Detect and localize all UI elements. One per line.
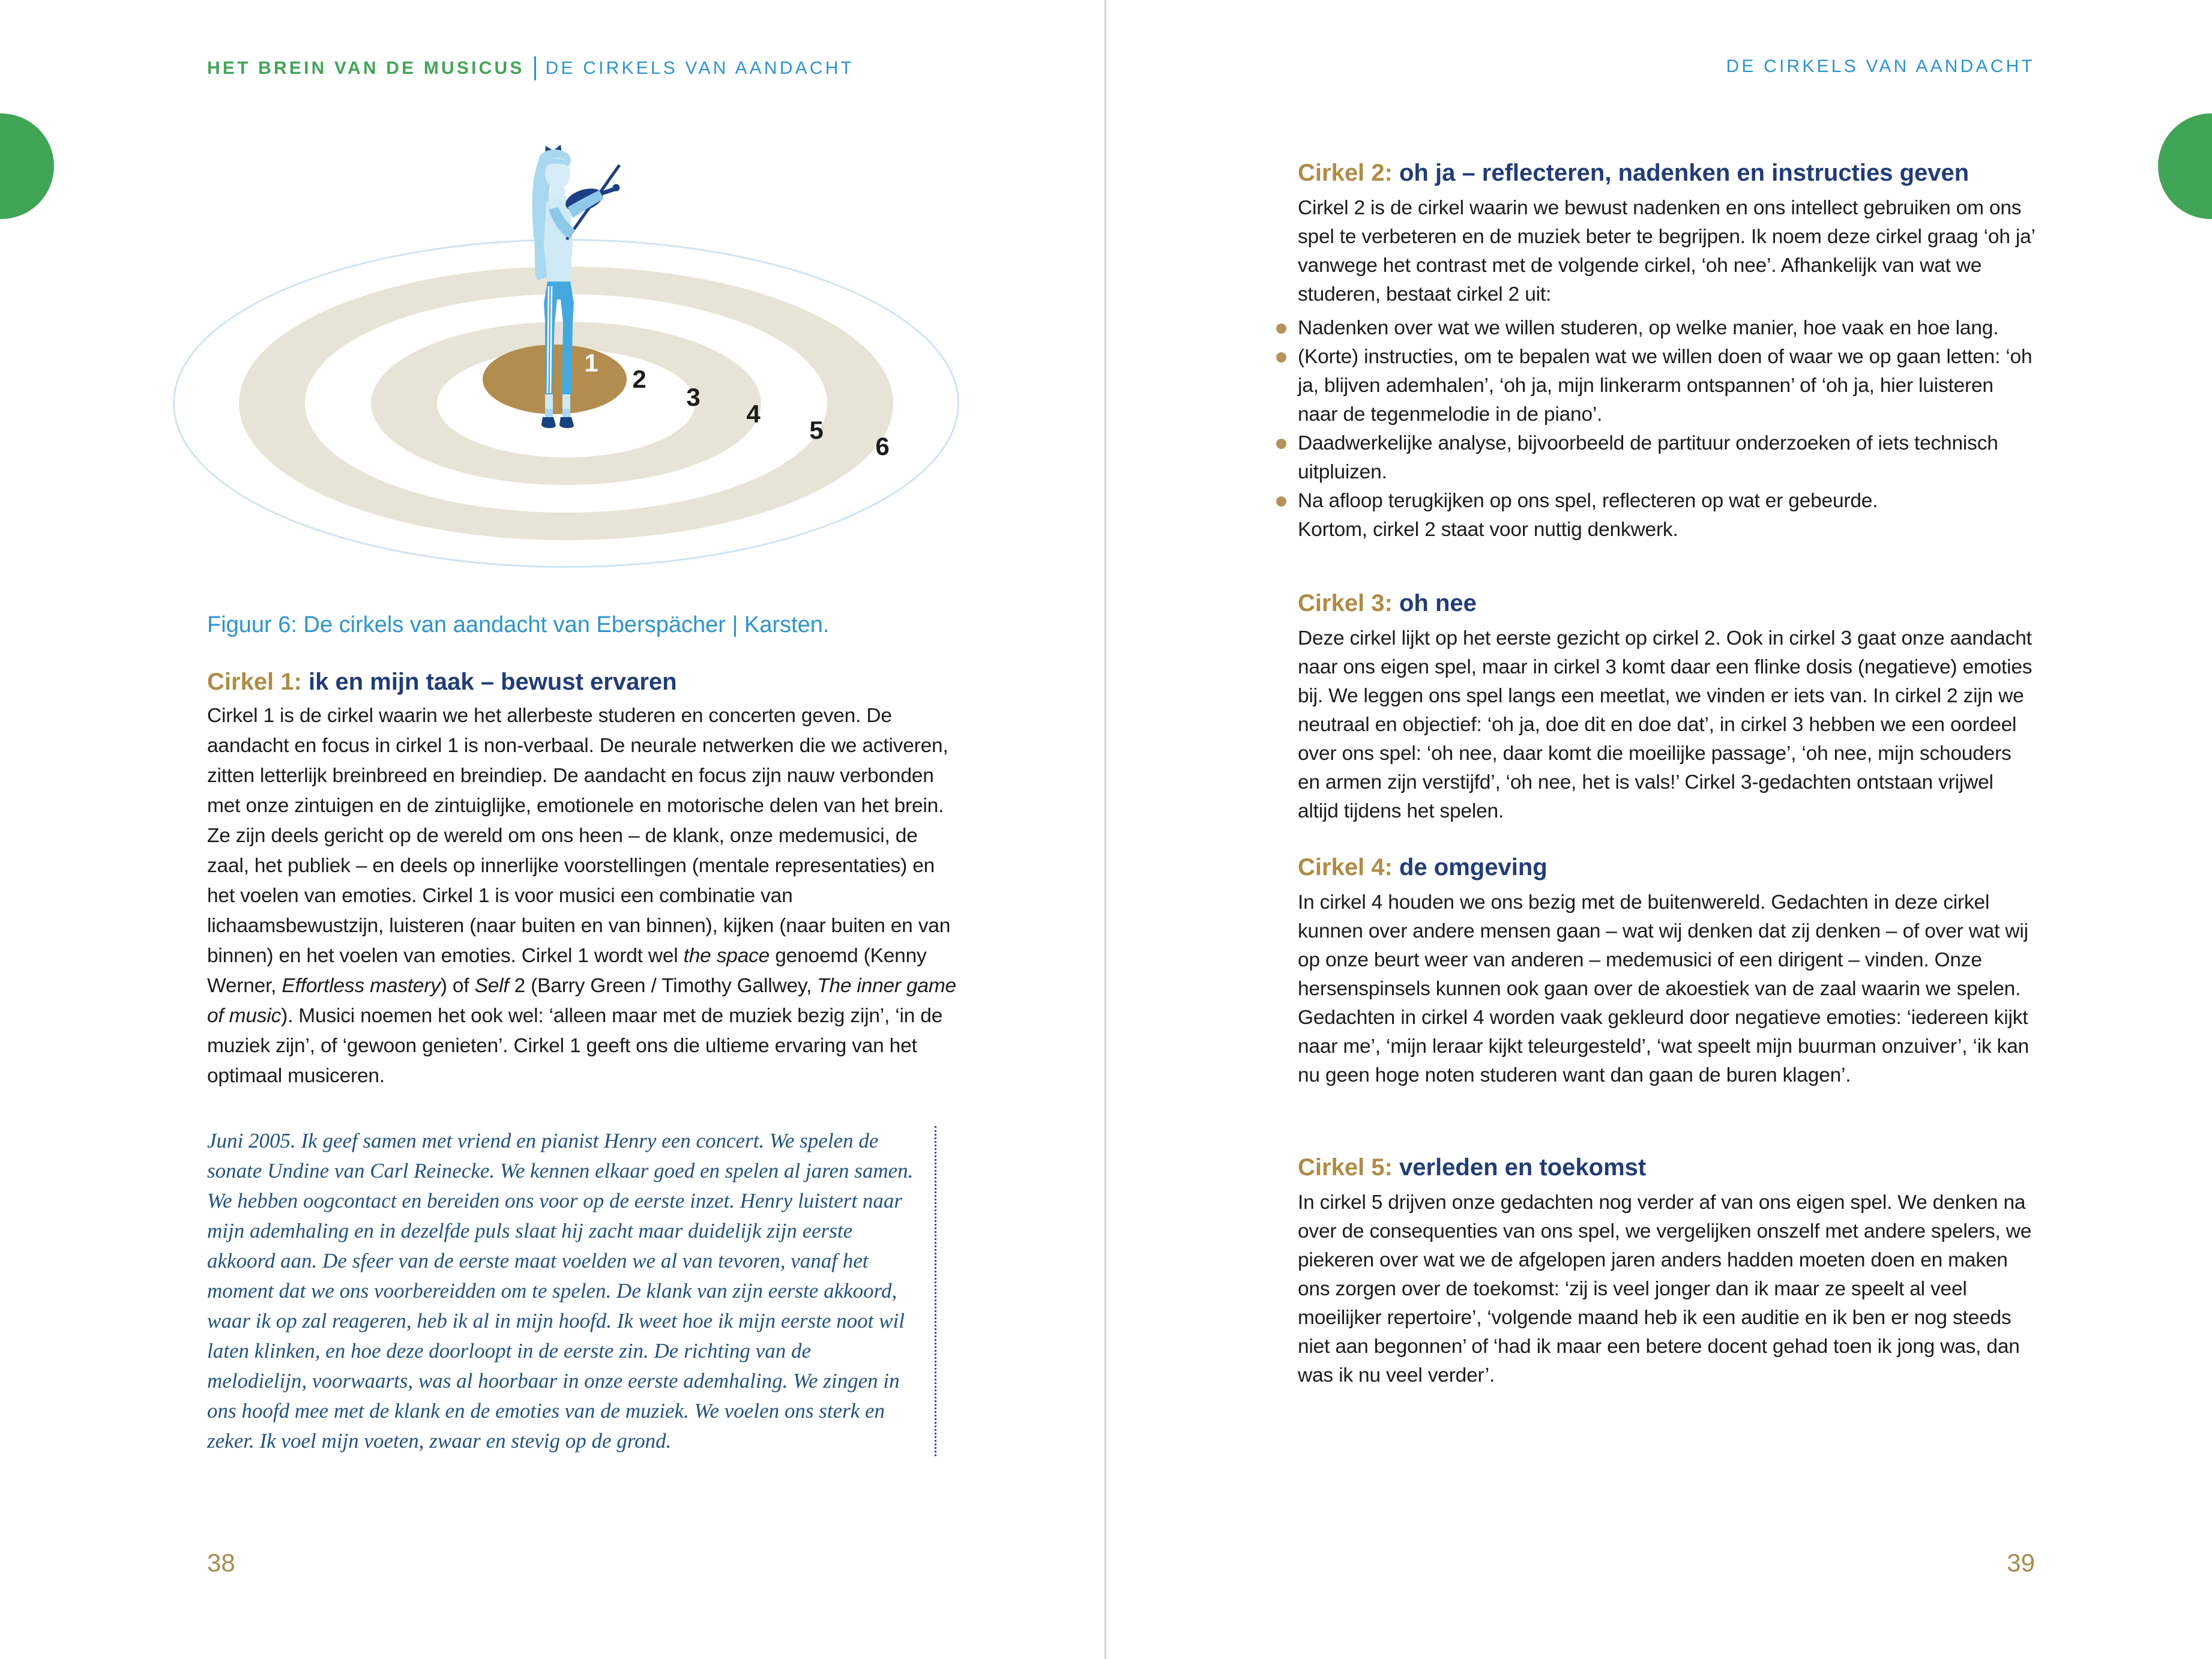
anecdote-quote-block: Juni 2005. Ik geef samen met vriend en pianist Henry een concert. We spelen de sonate Undine van Carl Reinecke. We kennen elkaar goed en spelen al jaren samen. We hebben oogcontact en bereiden ons voor op de eerste inzet. Henry luistert naar mijn ademhaling en in dezelfde puls slaat hij zacht maar duidelijk zijn eerste akkoord aan. De sfeer van de eerste maat voelden we al van tevoren, vanaf het moment dat we ons voorbereidden om te spelen. De klank van zijn eerste akkoord, waar ik op zal reageren, heb ik al in mijn hoofd. Ik weet hoe ik mijn eerste noot wil laten klinken, en hoe deze doorloopt in de eerste zin. De richting van de melodielijn, voorwaarts, was al hoorbaar in onze eerste ademhaling. We zingen in ons hoofd mee met de klank en de emoties van de muziek. We voelen ons sterk en zeker. Ik voel mijn voeten, zwaar en stevig op de grond. [207,1126,936,1456]
green-accent-circle-right [2158,113,2212,219]
cirkel-4-paragraph: In cirkel 4 houden we ons bezig met de buitenwereld. Gedachten in deze cirkel kunnen over andere mensen gaan – wat wij denken dat zij denken – of over wat wij op onze beurt weer van anderen – medemusici of een dirigent – vinden. Onze hersenspinsels kunnen ook gaan over de akoestiek van de zaal waarin we spelen. Gedachten in cirkel 4 worden vaak gekleurd door negatieve emoties: ‘iedereen kijkt naar me’, ‘mijn leraar kijkt teleurgesteld’, ‘wat speelt mijn buurman onzuiver’, ‘ik kan nu geen hoge noten studeren want dan gaan de buren klagen’. [1298,891,2030,1086]
section-cirkel-4 [1298,854,2036,1090]
figure-number-6: 6 [875,432,890,460]
figure-number-4: 4 [746,400,761,428]
figure-circles-of-attention [173,237,959,573]
running-head-right: DE CIRKELS VAN AANDACHT [1726,56,2035,76]
section-label: Cirkel 2: [1298,160,1393,186]
section-title: de omgeving [1399,854,1547,881]
section-cirkel-5 [1298,1154,2036,1390]
section-heading-cirkel-2 [1298,160,2036,187]
figure-number-1: 1 [584,349,598,377]
section-title: ik en mijn taak – bewust ervaren [308,669,677,695]
cirkel-3-paragraph: Deze cirkel lijkt op het eerste gezicht op cirkel 2. Ook in cirkel 3 gaat onze aandacht naar ons eigen spel, maar in cirkel 3 komt daar een flinke dosis (negatieve) emoties bij. We leggen ons spel langs een meetlat, we vinden er iets van. In cirkel 2 zijn we neutraal en objectief: ‘oh ja, doe dit en doe dat’, in cirkel 3 hebben we een oordeel over ons spel: ‘oh nee, daar komt die moeilijke passage’, ‘oh nee, mijn schouders en armen zijn verstijfd’, ‘oh nee, het is vals!’ Cirkel 3-gedachten ontstaan vrijwel altijd tijdens het spelen. [1298,627,2033,822]
bullet-item: (Korte) instructies, om te bepalen wat we willen doen of waar we op gaan letten: ‘oh ja, blijven ademhalen’, ‘oh ja, mijn linkerarm ontspannen’ of ‘oh ja, hier luisteren naar de tegenmelodie in de piano’. [1298,343,2036,429]
page-number-left: 38 [207,1549,235,1577]
section-label: Cirkel 4: [1298,854,1393,881]
cirkel-5-paragraph: In cirkel 5 drijven onze gedachten nog verder af van ons eigen spel. We denken na over de consequenties van ons spel, we vergelijken onszelf met andere spelers, we piekeren over wat we de afgelopen jaren anders hadden moeten doen en maken ons zorgen over de toekomst: ‘zij is veel jonger dan ik maar ze speelt al veel moeilijker repertoire’, ‘volgende maand heb ik een auditie en ik ben er nog steeds niet aan begonnen’ of ‘had ik maar een betere docent gehad toen ik jong was, dan was ik nu veel verder’. [1298,1191,2032,1387]
section-heading-cirkel-5 [1298,1154,2036,1181]
section-cirkel-2 [1298,160,2036,544]
figure-caption: Figuur 6: De cirkels van aandacht van Eberspächer | Karsten. [207,612,830,637]
page-number-right: 39 [2007,1549,2035,1577]
cirkel-2-paragraph: Cirkel 2 is de cirkel waarin we bewust nadenken en ons intellect gebruiken om ons spel te verbeteren en de muziek beter te begrijpen. Ik noem deze cirkel graag ‘oh ja’ vanwege het contrast met de volgende cirkel, ‘oh nee’. Afhankelijk van wat we studeren, bestaat cirkel 2 uit: [1298,197,2035,306]
cirkel-2-bullet-list [1298,314,2036,516]
section-label: Cirkel 1: [207,669,302,695]
section-title: oh nee [1399,590,1477,616]
section-title: verleden en toekomst [1399,1154,1647,1181]
section-label: Cirkel 5: [1298,1154,1393,1181]
figure-number-2: 2 [632,365,646,393]
figure-number-5: 5 [809,416,824,444]
bullet-item: Daadwerkelijke analyse, bijvoorbeeld de partituur onderzoeken of iets technisch uitpluizen. [1298,429,2036,487]
section-heading-cirkel-3 [1298,590,2036,617]
violinist-illustration [496,142,622,445]
section-heading-cirkel-1 [207,669,677,696]
running-head-divider [534,56,536,80]
figure-number-3: 3 [686,383,701,411]
running-head-left [207,56,854,80]
chapter-title: DE CIRKELS VAN AANDACHT [545,58,855,78]
page-gutter-divider [1104,0,1106,1659]
section-cirkel-3 [1298,590,2036,826]
green-accent-circle-left [0,113,54,219]
book-title: HET BREIN VAN DE MUSICUS [207,58,525,78]
section-heading-cirkel-4 [1298,854,2036,881]
bullet-item: Na afloop terugkijken op ons spel, reflecteren op wat er gebeurde. [1298,487,2036,516]
cirkel-2-closing-line: Kortom, cirkel 2 staat voor nuttig denkwerk. [1298,519,1678,541]
bullet-item: Nadenken over wat we willen studeren, op welke manier, hoe vaak en hoe lang. [1298,314,2036,343]
section-label: Cirkel 3: [1298,590,1393,616]
cirkel-1-paragraph: Cirkel 1 is de cirkel waarin we het allerbeste studeren en concerten geven. De aandacht en focus in cirkel 1 is non-verbaal. De neurale netwerken die we activeren, zitten letterlijk breinbreed en breindiep. De aandacht en focus zijn nauw verbonden met onze zintuigen en de zintuiglijke, emotionele en motorische delen van het brein. Ze zijn deels gericht op de wereld om ons heen – de klank, onze medemusici, de zaal, het publiek – en deels op innerlijke voorstellingen (mentale representaties) en het voelen van emoties. Cirkel 1 is voor musici een combinatie van lichaamsbewustzijn, luisteren (naar buiten en van binnen), kijken (naar buiten en van binnen) en het voelen van emoties. Cirkel 1 wordt wel the space genoemd (Kenny Werner, Effortless mastery) of Self 2 (Barry Green / Timothy Gallwey, The inner game of music). Musici noemen het ook wel: ‘alleen maar met de muziek bezig zijn’, ‘in de muziek zijn’, of ‘gewoon genieten’. Cirkel 1 geeft ons die ultieme ervaring van het optimaal musiceren. [207,705,956,1087]
section-title: oh ja – reflecteren, nadenken en instructies geven [1399,160,1969,186]
